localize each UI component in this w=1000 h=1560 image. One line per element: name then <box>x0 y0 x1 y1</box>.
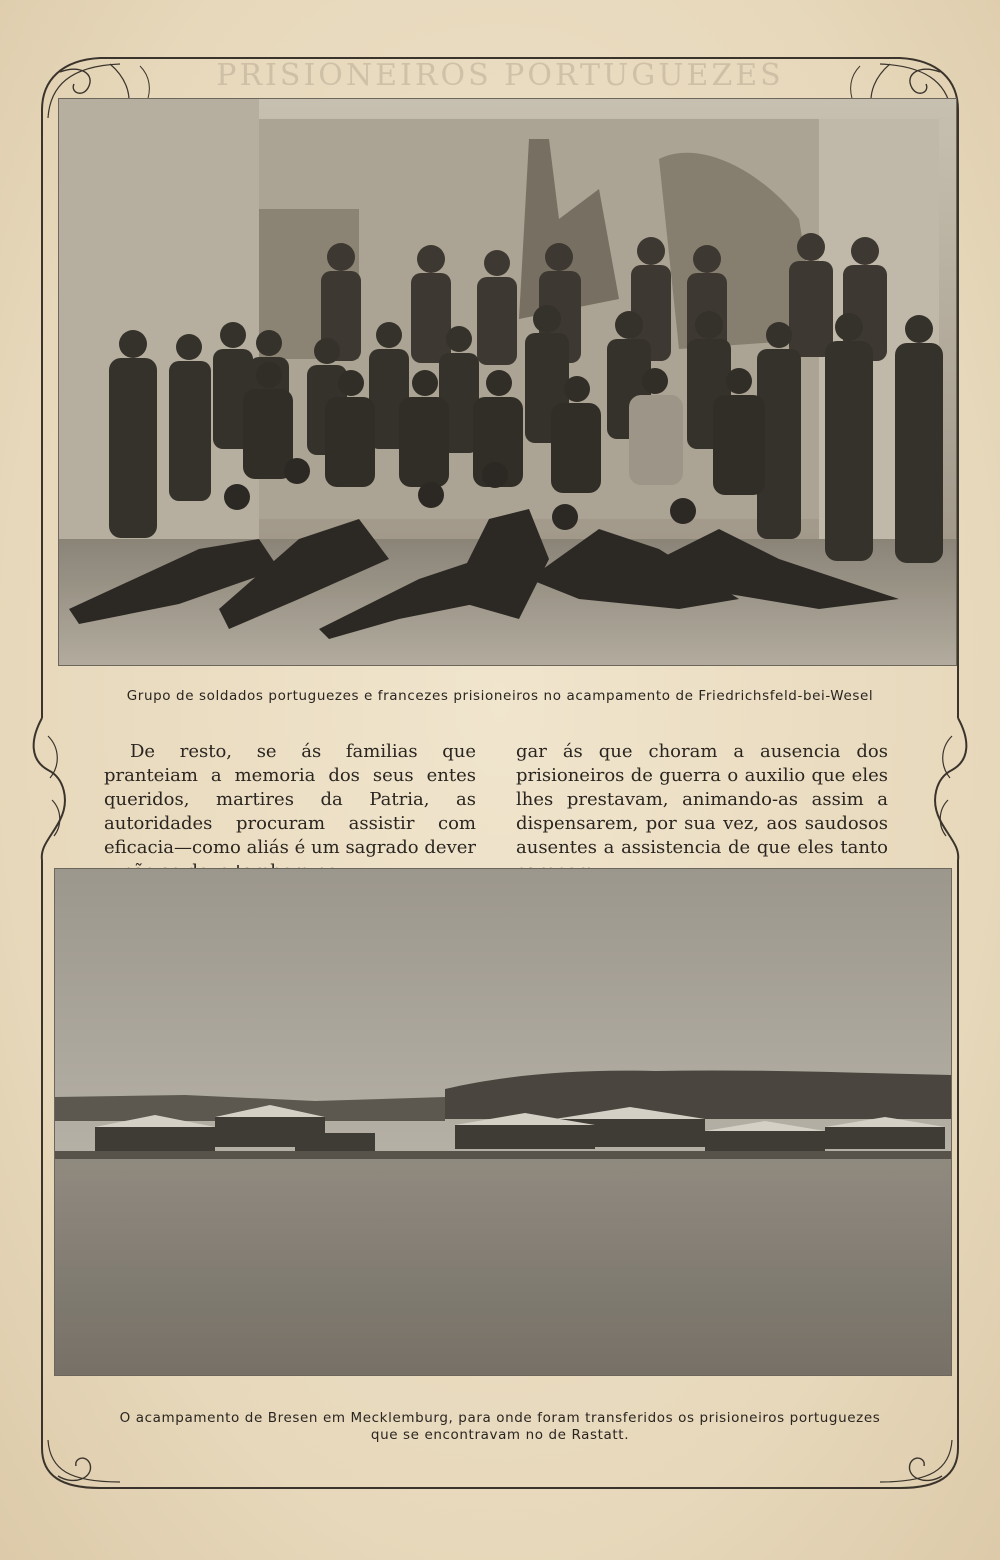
camp-landscape-photo <box>54 868 952 1376</box>
group-photo-prisoners <box>58 98 957 666</box>
bottom-caption-line-1: O acampamento de Bresen em Mecklemburg, para onde foram transferidos os prisioneiros portuguezes <box>119 1410 881 1426</box>
bottom-photo-caption <box>80 1410 920 1444</box>
article-column-right <box>516 740 888 884</box>
top-photo-caption: Grupo de soldados portuguezes e francezes prisioneiros no acampamento de Friedrichsfeld-bei-Wesel <box>126 688 874 704</box>
article-column-left <box>104 740 476 884</box>
article-paragraph-right: gar ás que choram a ausencia dos prisioneiros de guerra o auxilio que eles lhes prestavam, animando-as assim a dispensarem, por sua vez, aos saudosos ausentes a assistencia de que eles tanto <box>516 741 888 858</box>
bottom-caption-line-2: que se encontravam no de Rastatt. <box>370 1427 630 1443</box>
article-paragraph-left: De resto, se ás familias que pranteiam a memoria dos seus entes queridos, martires da Patria, as autoridades procuram assistir com eficacia—como aliás é um sagrado dever <box>104 741 476 858</box>
bleed-through-header: PRISIONEIROS PORTUGUEZES <box>216 58 784 93</box>
